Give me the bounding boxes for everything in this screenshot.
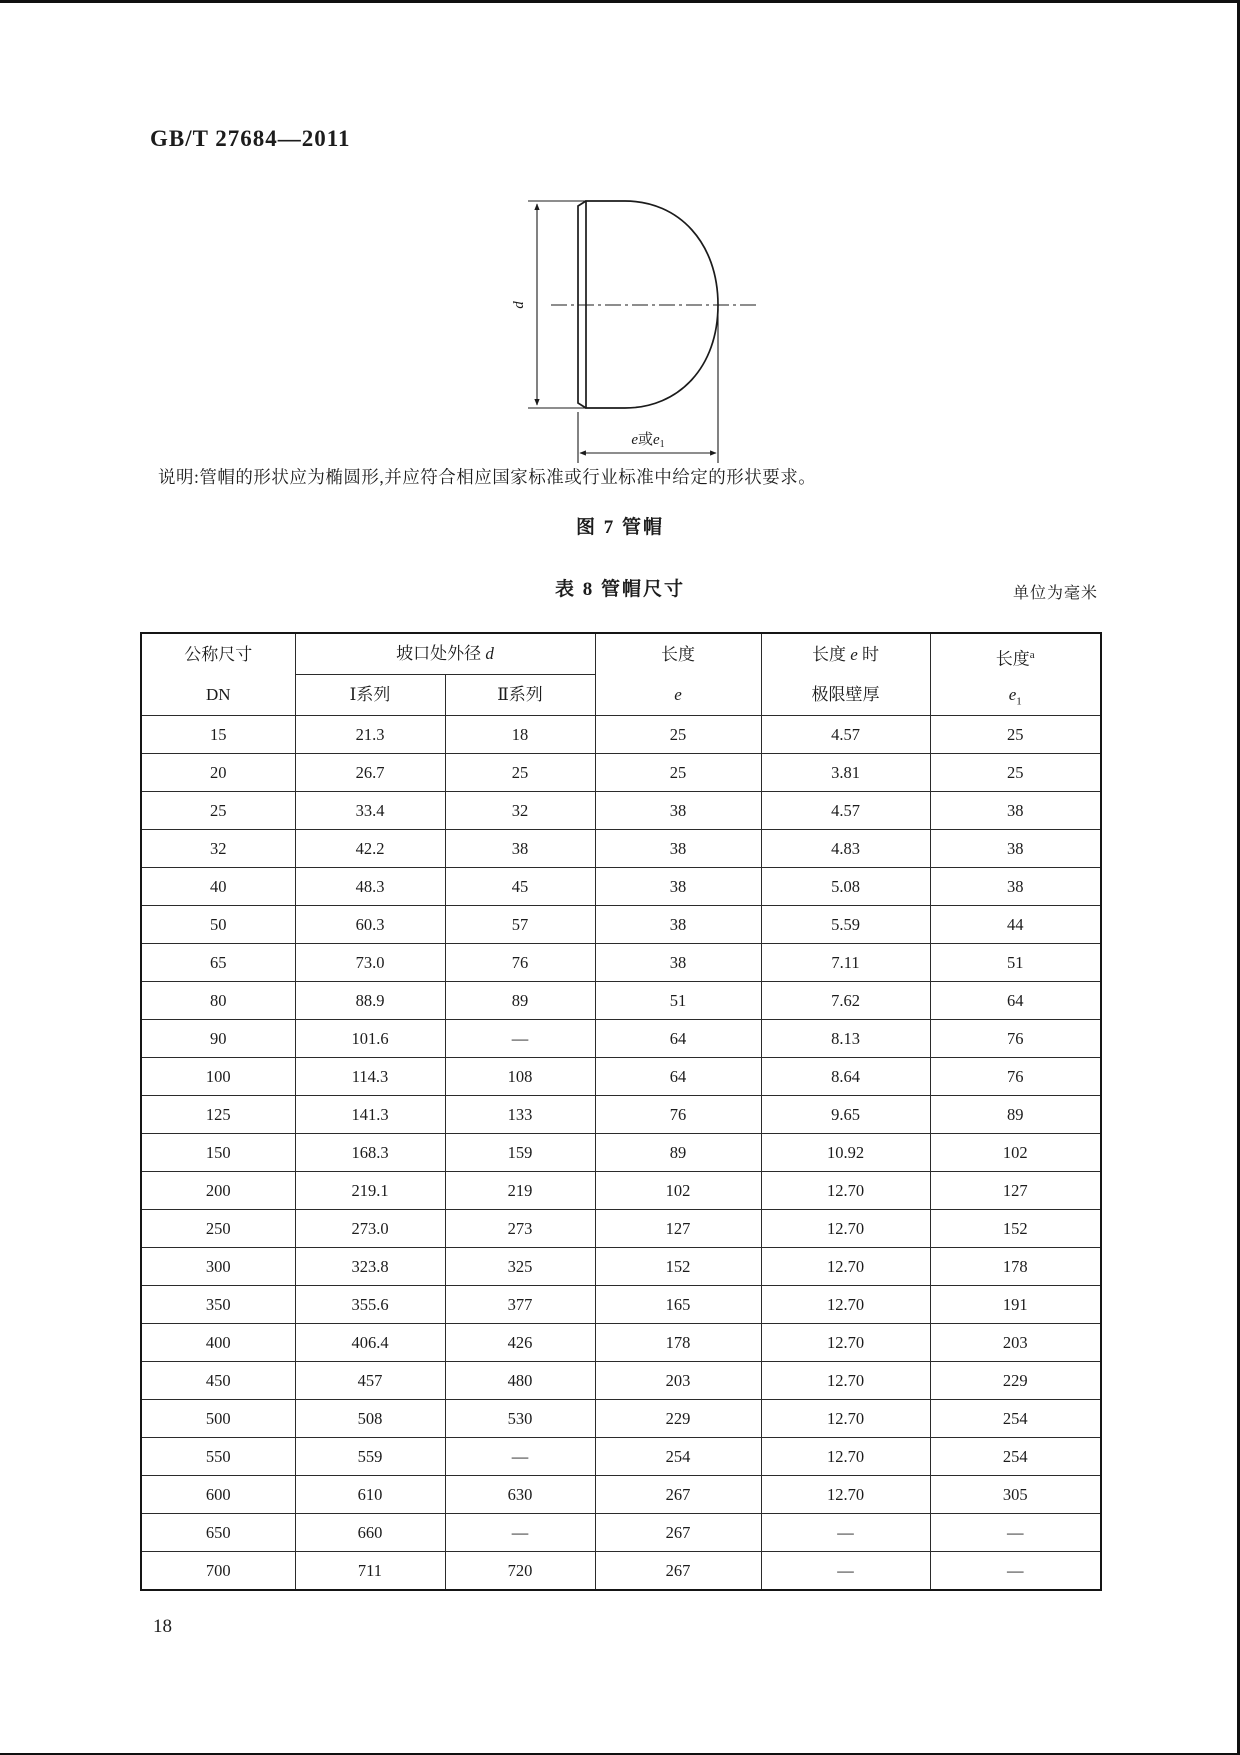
table-cell: 38	[595, 906, 761, 944]
table-cell: —	[930, 1552, 1101, 1591]
table-cell: 64	[595, 1020, 761, 1058]
table-cell: 12.70	[761, 1476, 930, 1514]
table-cell: 25	[930, 716, 1101, 754]
table-cell: 300	[141, 1248, 295, 1286]
figure-7	[455, 160, 775, 480]
table-row	[141, 1172, 1101, 1210]
table-cell: 38	[595, 868, 761, 906]
table-cell: 650	[141, 1514, 295, 1552]
table-cell: 101.6	[295, 1020, 445, 1058]
footnote-marker-a: a	[1029, 648, 1035, 661]
table-cell: 159	[445, 1134, 595, 1172]
table-cell: 4.57	[761, 716, 930, 754]
table-cell: 25	[141, 792, 295, 830]
table-cell: 76	[445, 944, 595, 982]
dimension-label-d: d	[511, 301, 527, 309]
unit-note: 单位为毫米	[1012, 585, 1098, 602]
header-e1-symbol: $e_1$	[1008, 684, 1022, 707]
table-cell: 219.1	[295, 1172, 445, 1210]
table-cell: 267	[595, 1476, 761, 1514]
table-cell: 168.3	[295, 1134, 445, 1172]
table-cell: 4.57	[761, 792, 930, 830]
table-cell: 20	[141, 754, 295, 792]
table-cell: 65	[141, 944, 295, 982]
table-cell: 38	[595, 792, 761, 830]
table-cell: 12.70	[761, 1362, 930, 1400]
table-cell: 152	[595, 1248, 761, 1286]
header-e1-line1: 长度$^a$	[995, 648, 1035, 669]
table-cell: 60.3	[295, 906, 445, 944]
table-cell: 38	[595, 944, 761, 982]
table-cell: 254	[930, 1400, 1101, 1438]
table-cell: 141.3	[295, 1096, 445, 1134]
table-cell: 457	[295, 1362, 445, 1400]
table-cell: 89	[595, 1134, 761, 1172]
table-cell: 559	[295, 1438, 445, 1476]
table-cell: 5.08	[761, 868, 930, 906]
table-cell: 25	[595, 716, 761, 754]
table-cell: 550	[141, 1438, 295, 1476]
table-cell: 350	[141, 1286, 295, 1324]
table-cell: 51	[930, 944, 1101, 982]
table-cell: 25	[930, 754, 1101, 792]
table-row	[141, 1552, 1101, 1591]
table-cell: 178	[595, 1324, 761, 1362]
table-cell: 267	[595, 1514, 761, 1552]
table-cell: 305	[930, 1476, 1101, 1514]
table-row	[141, 830, 1101, 868]
dimension-table	[140, 632, 1102, 1591]
table-cell: 7.62	[761, 982, 930, 1020]
table-row	[141, 1210, 1101, 1248]
table-cell: 102	[930, 1134, 1101, 1172]
header-series-2: Ⅱ系列	[445, 675, 595, 716]
table-title: 表 8 管帽尺寸	[554, 579, 685, 600]
table-row	[141, 1438, 1101, 1476]
table-row	[141, 1020, 1101, 1058]
table-cell: 38	[930, 792, 1101, 830]
table-cell: 64	[595, 1058, 761, 1096]
table-row	[141, 1324, 1101, 1362]
table-cell: 12.70	[761, 1324, 930, 1362]
table-cell: —	[445, 1438, 595, 1476]
scan-artifact-top	[0, 0, 1240, 3]
table-cell: 273.0	[295, 1210, 445, 1248]
pipe-cap-figure	[455, 160, 775, 480]
table-cell: 33.4	[295, 792, 445, 830]
table-cell: 38	[930, 868, 1101, 906]
table-cell: 76	[595, 1096, 761, 1134]
table-cell: 15	[141, 716, 295, 754]
table-cell: 127	[930, 1172, 1101, 1210]
header-wall-line2: 极限壁厚	[811, 684, 880, 704]
table-cell: 178	[930, 1248, 1101, 1286]
table-cell: 250	[141, 1210, 295, 1248]
table-cell: 108	[445, 1058, 595, 1096]
table-cell: 229	[595, 1400, 761, 1438]
table-cell: 7.11	[761, 944, 930, 982]
header-dn-symbol: DN	[205, 684, 231, 704]
table-cell: 12.70	[761, 1172, 930, 1210]
header-length-e	[595, 633, 761, 716]
table-cell: 508	[295, 1400, 445, 1438]
table-cell: —	[761, 1514, 930, 1552]
table-cell: 219	[445, 1172, 595, 1210]
table-cell: 480	[445, 1362, 595, 1400]
table-cell: 267	[595, 1552, 761, 1591]
table-header	[141, 633, 1101, 716]
table-cell: 88.9	[295, 982, 445, 1020]
table-cell: 26.7	[295, 754, 445, 792]
header-wall-thickness	[761, 633, 930, 716]
table-cell: 5.59	[761, 906, 930, 944]
table-cell: 8.64	[761, 1058, 930, 1096]
table-cell: 254	[595, 1438, 761, 1476]
table-cell: 127	[595, 1210, 761, 1248]
table-cell: 165	[595, 1286, 761, 1324]
table-cell: 32	[141, 830, 295, 868]
table-cell: 48.3	[295, 868, 445, 906]
table-cell: 12.70	[761, 1286, 930, 1324]
header-length-label: 长度	[661, 644, 695, 664]
figure-title: 图 7 管帽	[575, 517, 664, 538]
table-cell: 89	[445, 982, 595, 1020]
table-cell: 64	[930, 982, 1101, 1020]
dimension-label-e: e或$e_1$	[631, 432, 665, 450]
table-cell: 38	[595, 830, 761, 868]
figure-note: 说明:管帽的形状应为椭圆形,并应符合相应国家标准或行业标准中给定的形状要求。	[158, 467, 817, 487]
table-cell: 90	[141, 1020, 295, 1058]
table-cell: 10.92	[761, 1134, 930, 1172]
table-row	[141, 982, 1101, 1020]
table-cell: 45	[445, 868, 595, 906]
table-cell: 200	[141, 1172, 295, 1210]
table-row	[141, 1248, 1101, 1286]
table-cell: 114.3	[295, 1058, 445, 1096]
table-cell: 76	[930, 1058, 1101, 1096]
header-dn-label: 公称尺寸	[184, 644, 253, 664]
table-cell: 450	[141, 1362, 295, 1400]
table-cell: 711	[295, 1552, 445, 1591]
table-row	[141, 716, 1101, 754]
table-row	[141, 906, 1101, 944]
table-cell: 25	[595, 754, 761, 792]
table-cell: 377	[445, 1286, 595, 1324]
table-row	[141, 792, 1101, 830]
table-cell: —	[445, 1020, 595, 1058]
table-cell: 426	[445, 1324, 595, 1362]
table-row	[141, 1362, 1101, 1400]
table-cell: 40	[141, 868, 295, 906]
table-row	[141, 754, 1101, 792]
table-cell: 152	[930, 1210, 1101, 1248]
table-cell: 9.65	[761, 1096, 930, 1134]
table-cell: 51	[595, 982, 761, 1020]
table-row	[141, 1096, 1101, 1134]
table-cell: 12.70	[761, 1438, 930, 1476]
table-row	[141, 1134, 1101, 1172]
table-cell: 325	[445, 1248, 595, 1286]
table-cell: 25	[445, 754, 595, 792]
table-row	[141, 1476, 1101, 1514]
table-cell: 12.70	[761, 1210, 930, 1248]
table-cell: 660	[295, 1514, 445, 1552]
table-cell: 610	[295, 1476, 445, 1514]
table-cell: 38	[445, 830, 595, 868]
table-cell: —	[761, 1552, 930, 1591]
header-length-symbol: e	[674, 684, 682, 704]
table-body	[141, 716, 1101, 1591]
table-cell: 42.2	[295, 830, 445, 868]
table-cell: 323.8	[295, 1248, 445, 1286]
table-cell: 125	[141, 1096, 295, 1134]
table-cell: 18	[445, 716, 595, 754]
table-cell: 355.6	[295, 1286, 445, 1324]
table-cell: 720	[445, 1552, 595, 1591]
table-row	[141, 1058, 1101, 1096]
table-cell: 102	[595, 1172, 761, 1210]
table-cell: 57	[445, 906, 595, 944]
table-cell: 191	[930, 1286, 1101, 1324]
header-length-e1	[930, 633, 1101, 716]
table-cell: 21.3	[295, 716, 445, 754]
table-cell: 3.81	[761, 754, 930, 792]
table-cell: 133	[445, 1096, 595, 1134]
table-cell: 12.70	[761, 1400, 930, 1438]
table-cell: 89	[930, 1096, 1101, 1134]
table-cell: 32	[445, 792, 595, 830]
table-cell: 254	[930, 1438, 1101, 1476]
table-cell: 73.0	[295, 944, 445, 982]
table-row	[141, 868, 1101, 906]
table-cell: 150	[141, 1134, 295, 1172]
table-cell: 44	[930, 906, 1101, 944]
table-cell: 630	[445, 1476, 595, 1514]
header-series-1: Ⅰ系列	[295, 675, 445, 716]
header-wall-line1: 长度 e 时	[811, 644, 880, 664]
table-cell: 4.83	[761, 830, 930, 868]
table-cell: 50	[141, 906, 295, 944]
table-cell: 500	[141, 1400, 295, 1438]
table-cell: 273	[445, 1210, 595, 1248]
standard-number: GB/T 27684—2011	[150, 126, 351, 151]
table-cell: 8.13	[761, 1020, 930, 1058]
table-cell: 203	[930, 1324, 1101, 1362]
header-dn	[141, 633, 295, 716]
table-cell: 400	[141, 1324, 295, 1362]
table-caption-row	[140, 574, 1100, 604]
table-row	[141, 1514, 1101, 1552]
page-number: 18	[153, 1616, 172, 1637]
table-cell: 229	[930, 1362, 1101, 1400]
table-cell: —	[930, 1514, 1101, 1552]
table-cell: 38	[930, 830, 1101, 868]
table-cell: 600	[141, 1476, 295, 1514]
table-cell: 700	[141, 1552, 295, 1591]
table-row	[141, 1400, 1101, 1438]
table-cell: 203	[595, 1362, 761, 1400]
table-cell: 100	[141, 1058, 295, 1096]
table-cell: 530	[445, 1400, 595, 1438]
header-group-outer-diameter: 坡口处外径 d	[295, 633, 595, 675]
table-row	[141, 1286, 1101, 1324]
table-cell: 80	[141, 982, 295, 1020]
table-cell: —	[445, 1514, 595, 1552]
table-row	[141, 944, 1101, 982]
table-cell: 12.70	[761, 1248, 930, 1286]
table-cell: 76	[930, 1020, 1101, 1058]
table-cell: 406.4	[295, 1324, 445, 1362]
